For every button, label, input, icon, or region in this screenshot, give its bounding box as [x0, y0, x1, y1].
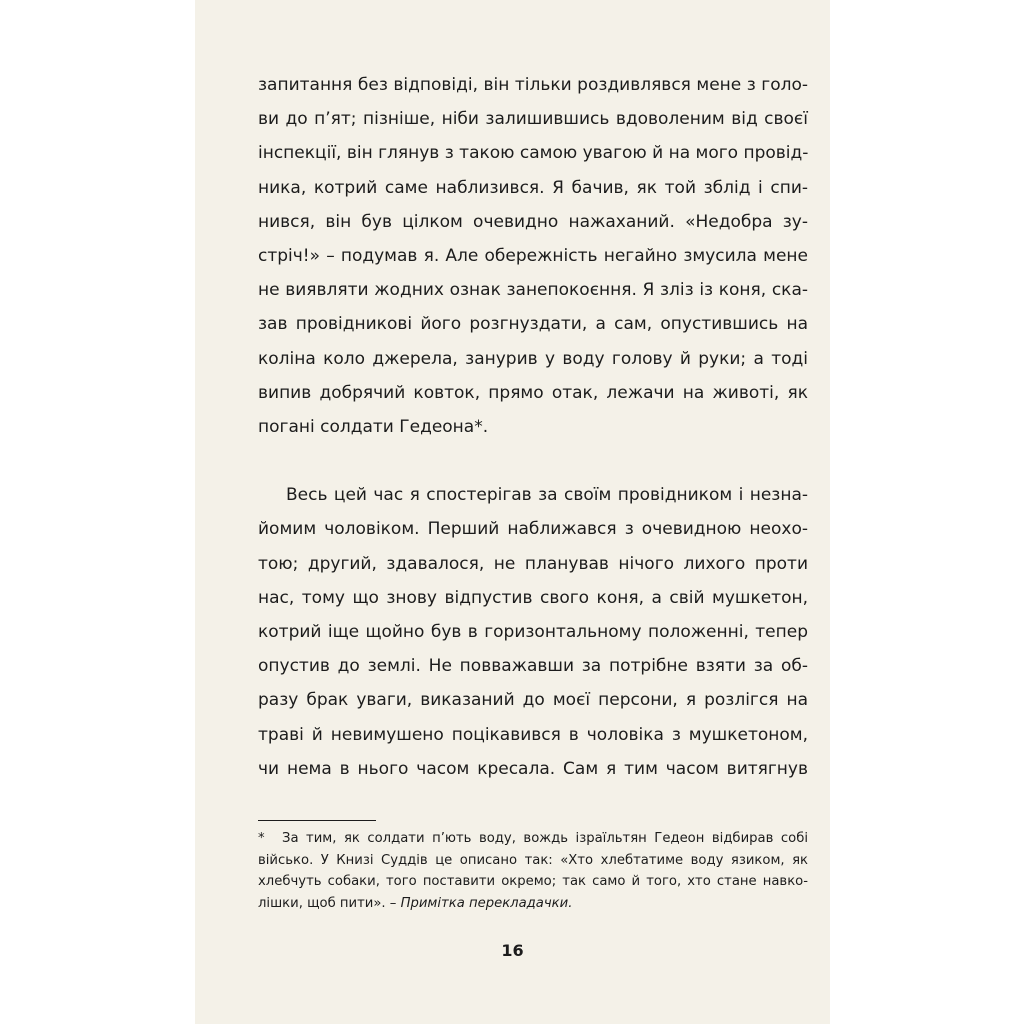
- text-line: інспекції, він глянув з такою самою увагою й на мого провід-: [258, 143, 809, 164]
- text-line: запитання без відповіді, він тільки роздивлявся мене з голо-: [258, 75, 808, 95]
- text-line: нився, він був цілком очевидно нажаханий. «Недобра зу-: [258, 211, 808, 232]
- text-line: не виявляти жодних ознак занепокоєння. Я зліз із коня, ска-: [258, 280, 808, 301]
- text-line: опустив до землі. Не повважавши за потрібне взяти за об-: [258, 656, 808, 677]
- footnote-mark: *: [258, 831, 265, 846]
- text-line: ви до п’ят; пізніше, ніби залишившись вдоволеним від своєї: [258, 109, 808, 130]
- text-line: йомим чоловіком. Перший наближався з очевидною неохо-: [258, 519, 808, 540]
- footnote: [258, 828, 808, 914]
- paragraph-1: [258, 68, 808, 444]
- text-line: стріч!» – подумав я. Але обережність негайно змусила мене: [258, 246, 808, 267]
- text-line: котрий іще щойно був в горизонтальному положенні, тепер: [258, 622, 808, 643]
- book-page: [195, 0, 830, 1024]
- footnote-line: [258, 828, 808, 850]
- paragraph-2: [258, 478, 808, 786]
- text-line: чи нема в нього часом кресала. Сам я тим часом витягнув: [258, 758, 808, 779]
- footnote-separator: [258, 820, 376, 821]
- footnote-line: [258, 893, 808, 915]
- text-line: погані солдати Гедеона*.: [258, 417, 489, 438]
- page-number: 16: [501, 941, 524, 960]
- footnote-line: хлебчуть собаки, того поставити окремо; так само й того, хто стане навко-: [258, 874, 808, 889]
- text-line: тою; другий, здавалося, не планував нічого лихого проти: [258, 553, 808, 574]
- text-line: траві й невимушено поцікавився в чоловіка з мушкетоном,: [258, 724, 808, 745]
- text-line: зав провідникові його розгнуздати, а сам, опустившись на: [258, 314, 808, 335]
- text-line: ника, котрий саме наблизився. Я бачив, як той зблід і спи-: [258, 177, 808, 198]
- text-line: разу брак уваги, виказаний до моєї персони, я розлігся на: [258, 690, 808, 711]
- footnote-text: лішки, щоб пити». –: [258, 895, 401, 911]
- text-line: нас, тому що знову відпустив свого коня, а свій мушкетон,: [258, 587, 808, 608]
- text-line: випив добрячий ковток, прямо отак, лежачи на животі, як: [258, 382, 808, 403]
- paragraph-gap: [258, 444, 808, 478]
- footnote-text: За тим, як солдати п’ють воду, вождь ізраїльтян Гедеон відбирав собі: [282, 831, 808, 846]
- text-line: коліна коло джерела, занурив у воду голову й руки; а тоді: [258, 348, 808, 369]
- main-text: [258, 68, 808, 786]
- translator-note: Примітка перекладачки.: [400, 895, 573, 911]
- footnote-line: військо. У Книзі Суддів це описано так: «Хто хлебтатиме воду язиком, як: [258, 852, 808, 868]
- text-line: Весь цей час я спостерігав за своїм провідником і незна-: [286, 485, 808, 506]
